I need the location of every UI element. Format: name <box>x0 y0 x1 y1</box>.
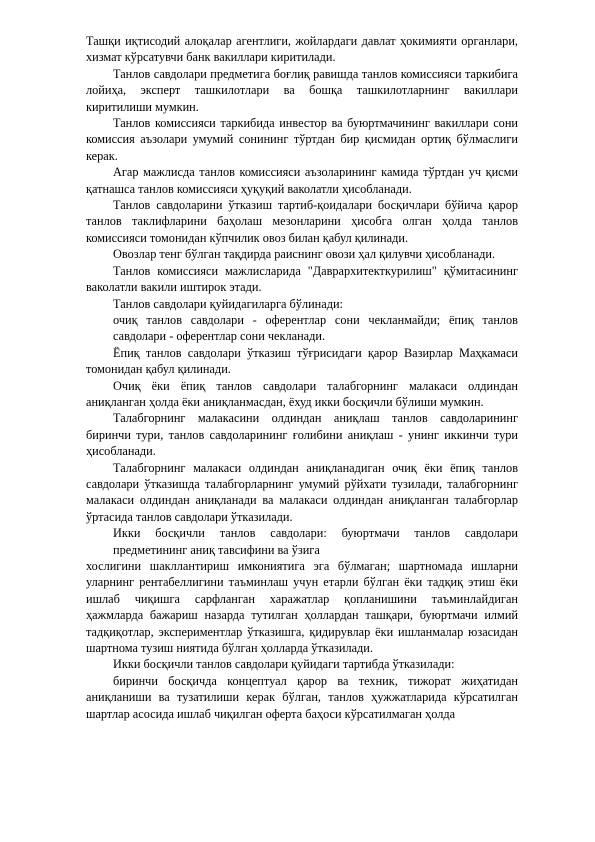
document-page <box>86 33 518 722</box>
paragraph-1: Ташқи иқтисодий алоқалар агентлиги, жойлардаги давлат ҳокимияти органлари, хизмат кўрсатувчи банк вакиллари киритилади. <box>86 34 518 65</box>
paragraph-13: Талабгорнинг малакаси олдиндан аниқланадиган очиқ ёки ёпиқ танлов савдолари ўтказишда талабгорларнинг умумий рўйхати тузилади, талабгорнинг малакаси олдиндан аниқланади ва малакаси олдиндан аниқланган талабгорлар ўртасида танлов савдолари ўтказилади. <box>86 460 518 524</box>
paragraph-7: Танлов комиссияси мажлисларида "Даврархитекткурилиш" қўмитасининг ваколатли вакили иштирок этади. <box>86 263 518 295</box>
paragraph-3: Танлов комиссияси таркибида инвестор ва буюртмачининг вакиллари сони комиссия аъзолари умумий сонининг тўртдан бир қисмидан ортиқ бўлмаслиги керак. <box>86 116 518 163</box>
paragraph-16: Икки босқичли танлов савдолари қуйидаги тартибда ўтказилади: <box>113 657 455 672</box>
paragraph-17: биринчи босқичда концептуал қарор ва техник, тижорат жиҳатидан аниқланиши ва тузатилиши керак бўлган, танлов ҳужжатларида кўрсатилган шартлар асосида ишлаб чиқилган оферта баҳоси кўрсатилмаган ҳолда <box>86 673 518 721</box>
paragraph-9: очиқ танлов савдолари - оферентлар сони чекланмайди; ёпиқ танлов савдолари - оферентлар сони чекланади. <box>113 312 518 344</box>
paragraph-14: Икки босқичли танлов савдолари: буюртмачи танлов савдолари предметининг аниқ тавсифини ва ўзига <box>113 526 518 557</box>
paragraph-5: Танлов савдоларини ўтказиш тартиб-қоидалари босқичлари бўйича қарор танлов таклифларини баҳолаш мезонларини ҳисобга олган ҳолда танлов комиссияси томонидан кўпчилик овоз билан қабул қилинади. <box>86 198 518 245</box>
paragraph-6: Овозлар тенг бўлган тақдирда раиснинг овози ҳал қилувчи ҳисобланади. <box>113 247 496 262</box>
paragraph-2: Танлов савдолари предметига боғлиқ равишда танлов комиссияси таркибига лойиҳа, эксперт ташкилотлари ва бошқа ташкилотларнинг вакиллари киритилиши мумкин. <box>86 66 518 114</box>
paragraph-15: хослигини шакллантириш имкониятига эга бўлмаган; шартномада ишларни уларнинг рентабеллигини таъминлаш учун етарли бўлган ёки тадқиқ этиш ёки ишлаб чиқишга сарфланган харажатлар қопланишини таъминлайдиган ҳажмларда бажариш назарда тутилган ҳоллардан ташқари, буюртмачи илмий тадқиқотлар, экспериментлар ўтказишга, қидирувлар ёки ишланмалар юзасидан шартнома тузиш ниятида бўлган ҳолларда ўтказилади. <box>86 559 518 656</box>
paragraph-8: Танлов савдолари қуйидагиларга бўлинади: <box>113 296 343 311</box>
paragraph-10: Ёпиқ танлов савдолари ўтказиш тўғрисидаги қарор Вазирлар Маҳкамаси томонидан қабул қилинади. <box>86 345 518 377</box>
paragraph-12: Талабгорнинг малакасини олдиндан аниқлаш танлов савдоларининг биринчи тури, танлов савдоларининг ғолибини аниқлаш - унинг иккинчи тури ҳисобланади. <box>86 411 518 459</box>
paragraph-11: Очиқ ёки ёпиқ танлов савдолари талабгорнинг малакаси олдиндан аниқланган ҳолда ёки аниқланмасдан, ёхуд икки босқичли бўлиши мумкин. <box>86 378 518 409</box>
paragraph-4: Агар мажлисда танлов комиссияси аъзоларининг камида тўртдан уч қисми қатнашса танлов комиссияси ҳуқуқий ваколатли ҳисобланади. <box>86 165 518 196</box>
